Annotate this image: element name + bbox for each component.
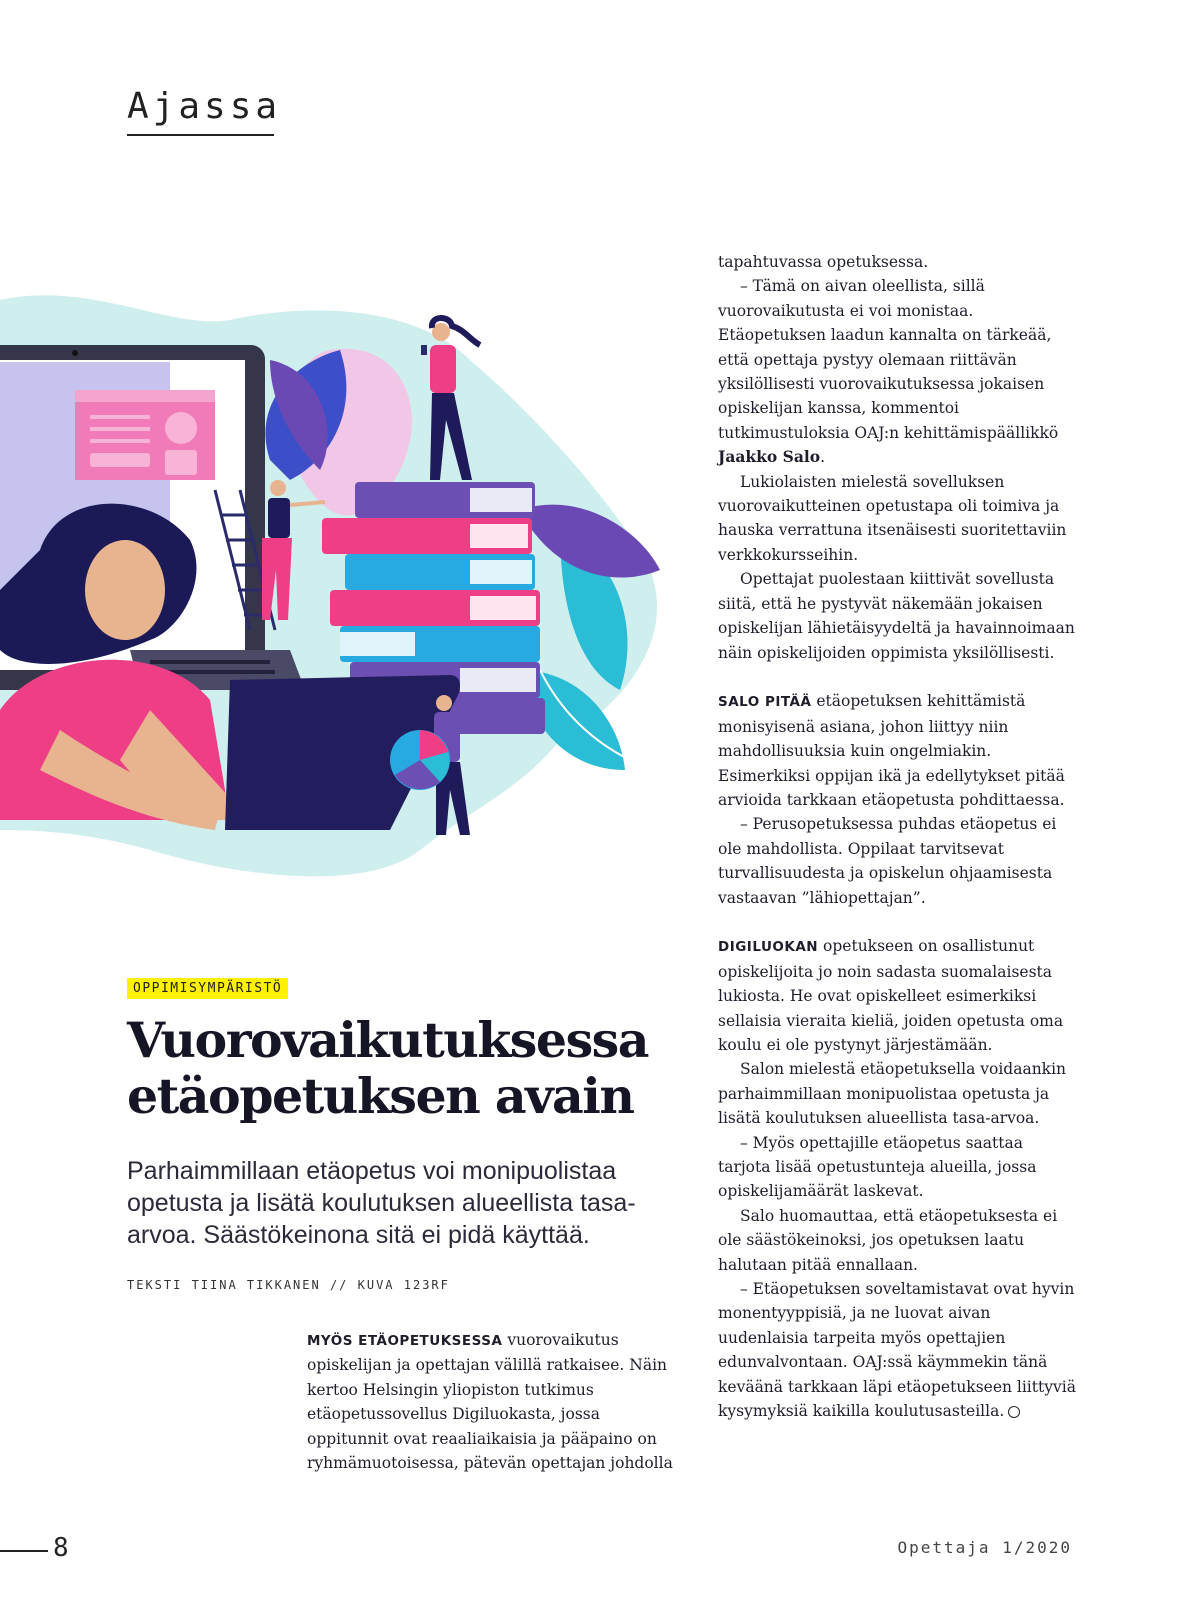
body-column-2	[718, 250, 1076, 1423]
paragraph: Salon mielestä etäopetuksella voidaankin parhaimmillaan monipuolistaa opetusta ja lisätä koulutuksen alueellista tasa-arvoa.	[718, 1060, 1067, 1128]
lead-in: DIGILUOKAN	[718, 939, 819, 956]
paragraph: – Tämä on aivan oleellista, sillä vuorovaikutusta ei voi monistaa. Etäopetuksen laadun kannalta on tärkeää, että opettaja pystyy olemaan riittävän yksilöllisesti vuorovaikutuksessa jokaisen opiskelijan kanssa, kommentoi tutkimustuloksia OAJ:n kehittämispäällikkö Jaakko Salo.	[718, 277, 1059, 467]
paragraph: Salo huomauttaa, että etäopetuksesta ei ole säästökeinoksi, jos opetuksen laatu halutaan pitää ennallaan.	[718, 1206, 1058, 1274]
article-headline	[127, 1012, 687, 1124]
profile-button	[165, 450, 197, 475]
camera-dot	[72, 350, 78, 356]
paragraph: – Perusopetuksessa puhdas etäopetus ei ole mahdollista. Oppilaat tarvitsevat turvallisuudesta ja opiskelun ohjaamisesta vastaavan ”lähiopettajan”.	[718, 815, 1057, 907]
lead-in: MYÖS ETÄOPETUKSESSA	[307, 1333, 503, 1349]
byline: TEKSTI TIINA TIKKANEN // KUVA 123RF	[127, 1278, 450, 1292]
page-number: 8	[53, 1533, 69, 1563]
profile-avatar-icon	[165, 412, 197, 444]
footer-rule	[0, 1550, 48, 1552]
paragraph: SALO PITÄÄ etäopetuksen kehittämistä monisyisenä asiana, johon liittyy niin mahdollisuuksia kuin ongelmiakin. Esimerkiksi oppijan ikä ja edellytykset pitää arvioida tarkkaan etäopetusta pohdittaessa.	[718, 692, 1065, 809]
magazine-issue: Opettaja 1/2020	[897, 1538, 1072, 1557]
paragraph: – Etäopetuksen soveltamistavat ovat hyvin monentyyppisiä, ja ne luovat aivan uudenlaisia tarpeita myös opettajien edunvalvontaan. OAJ:ssä käymmekin tänä keväänä tarkkaan läpi etäopetukseen liittyviä kysymyksiä kaikilla koulutusasteilla.	[718, 1280, 1076, 1421]
paragraph: Lukiolaisten mielestä sovelluksen vuorovaikutteinen opetustapa oli toimiva ja hauska verrattuna itsenäisesti suoritettaviin verkkokursseihin.	[718, 472, 1067, 564]
profile-card-header	[75, 390, 215, 402]
paragraph: DIGILUOKAN opetukseen on osallistunut opiskelijoita jo noin sadasta suomalaisesta lukiosta. He ovat opiskelleet esimerkiksi sellaisia vieraita kieliä, joiden opetusta oma koulu ei ole pystynyt järjestämään.	[718, 937, 1064, 1054]
end-mark-icon	[1008, 1406, 1020, 1418]
online-learning-illustration	[0, 290, 700, 890]
section-underline	[127, 134, 274, 136]
person-name: Jaakko Salo	[718, 447, 821, 467]
headline-line-1: Vuorovaikutuksessa	[127, 1011, 648, 1069]
paragraph: tapahtuvassa opetuksessa.	[718, 253, 929, 271]
body-column-1	[307, 1328, 679, 1475]
category-tag: OPPIMISYMPÄRISTÖ	[127, 978, 288, 999]
lead-in: SALO PITÄÄ	[718, 694, 812, 711]
headline-line-2: etäopetuksen avain	[127, 1067, 634, 1125]
paragraph: – Myös opettajille etäopetus saattaa tarjota lisää opetustunteja alueilla, jossa opiskelijamäärät laskevat.	[718, 1133, 1037, 1201]
section-label: Ajassa	[127, 86, 282, 127]
paragraph: MYÖS ETÄOPETUKSESSA vuorovaikutus opiskelijan ja opettajan välillä ratkaisee. Näin kertoo Helsingin yliopiston tutkimus etäopetussovellus Digiluokasta, jossa oppitunnit ovat reaaliaikaisia ja pääpaino on ryhmämuotoisessa, pätevän opettajan johdolla	[307, 1331, 673, 1473]
paragraph: Opettajat puolestaan kiittivät sovellusta siitä, että he pystyvät näkemään jokaisen opiskelijan lähietäisyydeltä ja havainnoimaan näin opiskelijoiden oppimista yksilöllisesti.	[718, 570, 1075, 662]
article-lead: Parhaimmillaan etäopetus voi monipuolistaa opetusta ja lisätä koulutuksen alueellista tasa-arvoa. Säästökeinona sitä ei pidä käyttää.	[127, 1157, 636, 1249]
